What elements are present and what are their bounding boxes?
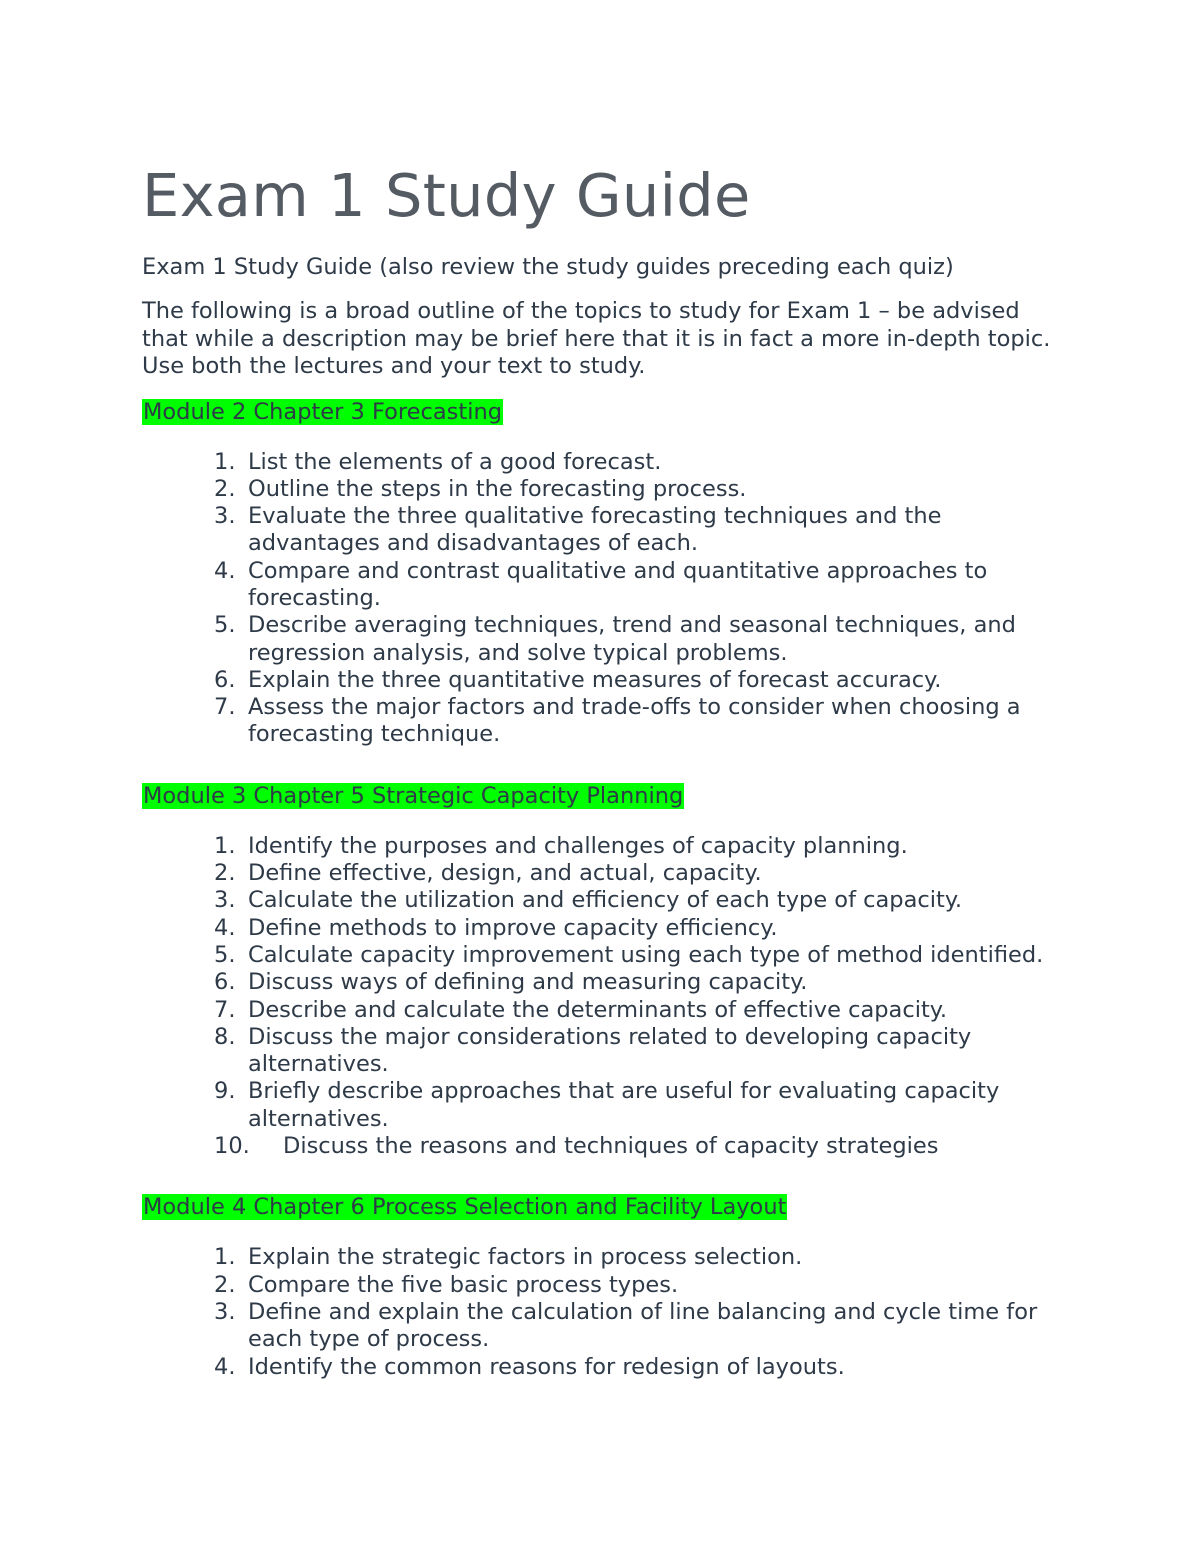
list-item [142,1244,1068,1271]
item-text: Define and explain the calculation of line balancing and cycle time for each type of process. [248,1298,1038,1353]
topic-list [142,833,1060,1161]
list-item [142,1078,1068,1133]
item-text: Define methods to improve capacity efficiency. [248,914,778,941]
item-text: Identify the purposes and challenges of capacity planning. [248,832,908,859]
item-number: 1. [214,832,236,859]
list-item [142,969,1068,996]
item-text: Explain the strategic factors in process selection. [248,1244,803,1271]
section-heading: Module 4 Chapter 6 Process Selection and Facility Layout [143,1194,787,1221]
item-text: List the elements of a good forecast. [248,448,662,475]
list-item [142,1024,1068,1079]
item-text: Outline the steps in the forecasting process. [248,475,747,502]
list-item [142,1133,1068,1160]
item-text: Discuss the major considerations related to developing capacity alternatives. [248,1023,972,1078]
item-number: 6. [214,969,236,996]
item-text: Describe averaging techniques, trend and seasonal techniques, and regression analysis, and solve typical problems. [248,612,1016,666]
item-text: Describe and calculate the determinants of effective capacity. [248,996,948,1023]
item-number: 5. [214,941,236,968]
list-item [142,833,1068,860]
list-item [142,1299,1068,1354]
item-number: 7. [214,996,236,1023]
item-text: Define effective, design, and actual, capacity. [248,860,762,887]
item-number: 3. [214,1298,236,1325]
list-item [142,915,1068,942]
item-text: Evaluate the three qualitative forecasting techniques and the advantages and disadvantages of each. [248,503,942,557]
item-number: 1. [214,1244,236,1271]
list-item [142,503,1068,558]
item-text: Discuss the reasons and techniques of capacity strategies [283,1133,939,1160]
item-text: Identify the common reasons for redesign of layouts. [248,1353,845,1380]
item-number: 2. [214,1271,236,1298]
item-number: 1. [214,448,236,475]
item-number: 3. [214,887,236,914]
item-number: 4. [214,557,236,584]
list-item [142,1354,1068,1381]
list-item [142,860,1068,887]
item-number: 4. [214,914,236,941]
section-capacity-planning [142,781,1060,1161]
item-text: Assess the major factors and trade-offs to consider when choosing a forecasting technique. [248,694,1021,748]
item-number: 2. [214,475,236,502]
intro-paragraph: The following is a broad outline of the topics to study for Exam 1 – be advised that while a description may be brief here that it is in fact a more in-depth topic. Use both the lectures and your text to study. [142,298,1051,379]
section-process-selection [142,1192,1060,1380]
list-item [142,558,1068,613]
item-text: Calculate capacity improvement using each type of method identified. [248,941,1044,968]
list-item [142,476,1068,503]
section-forecasting [142,397,1060,749]
item-text: Briefly describe approaches that are useful for evaluating capacity alternatives. [248,1078,1000,1132]
section-heading: Module 3 Chapter 5 Strategic Capacity Planning [143,782,684,809]
topic-list [142,449,1060,749]
list-item [142,694,1068,749]
list-item [142,942,1068,969]
item-text: Calculate the utilization and efficiency of each type of capacity. [248,887,963,914]
list-item [142,997,1068,1024]
document-subtitle: Exam 1 Study Guide (also review the study guides preceding each quiz) [142,254,954,280]
list-item [142,667,1068,694]
item-number: 9. [214,1078,236,1105]
list-item [142,449,1068,476]
item-text: Compare and contrast qualitative and quantitative approaches to forecasting. [248,557,988,611]
item-text: Discuss ways of defining and measuring capacity. [248,969,808,996]
list-item [142,887,1068,914]
section-heading: Module 2 Chapter 3 Forecasting [143,398,503,425]
item-number: 3. [214,503,236,530]
item-number: 2. [214,860,236,887]
item-number: 5. [214,612,236,639]
list-item [142,1272,1068,1299]
item-text: Explain the three quantitative measures of forecast accuracy. [248,666,942,693]
item-text: Compare the five basic process types. [248,1271,679,1298]
page-title: Exam 1 Study Guide [142,161,751,230]
item-number: 10. [214,1133,250,1160]
item-number: 6. [214,666,236,693]
item-number: 4. [214,1353,236,1380]
topic-list [142,1244,1060,1380]
item-number: 7. [214,694,236,721]
item-number: 8. [214,1023,236,1050]
list-item [142,612,1068,667]
